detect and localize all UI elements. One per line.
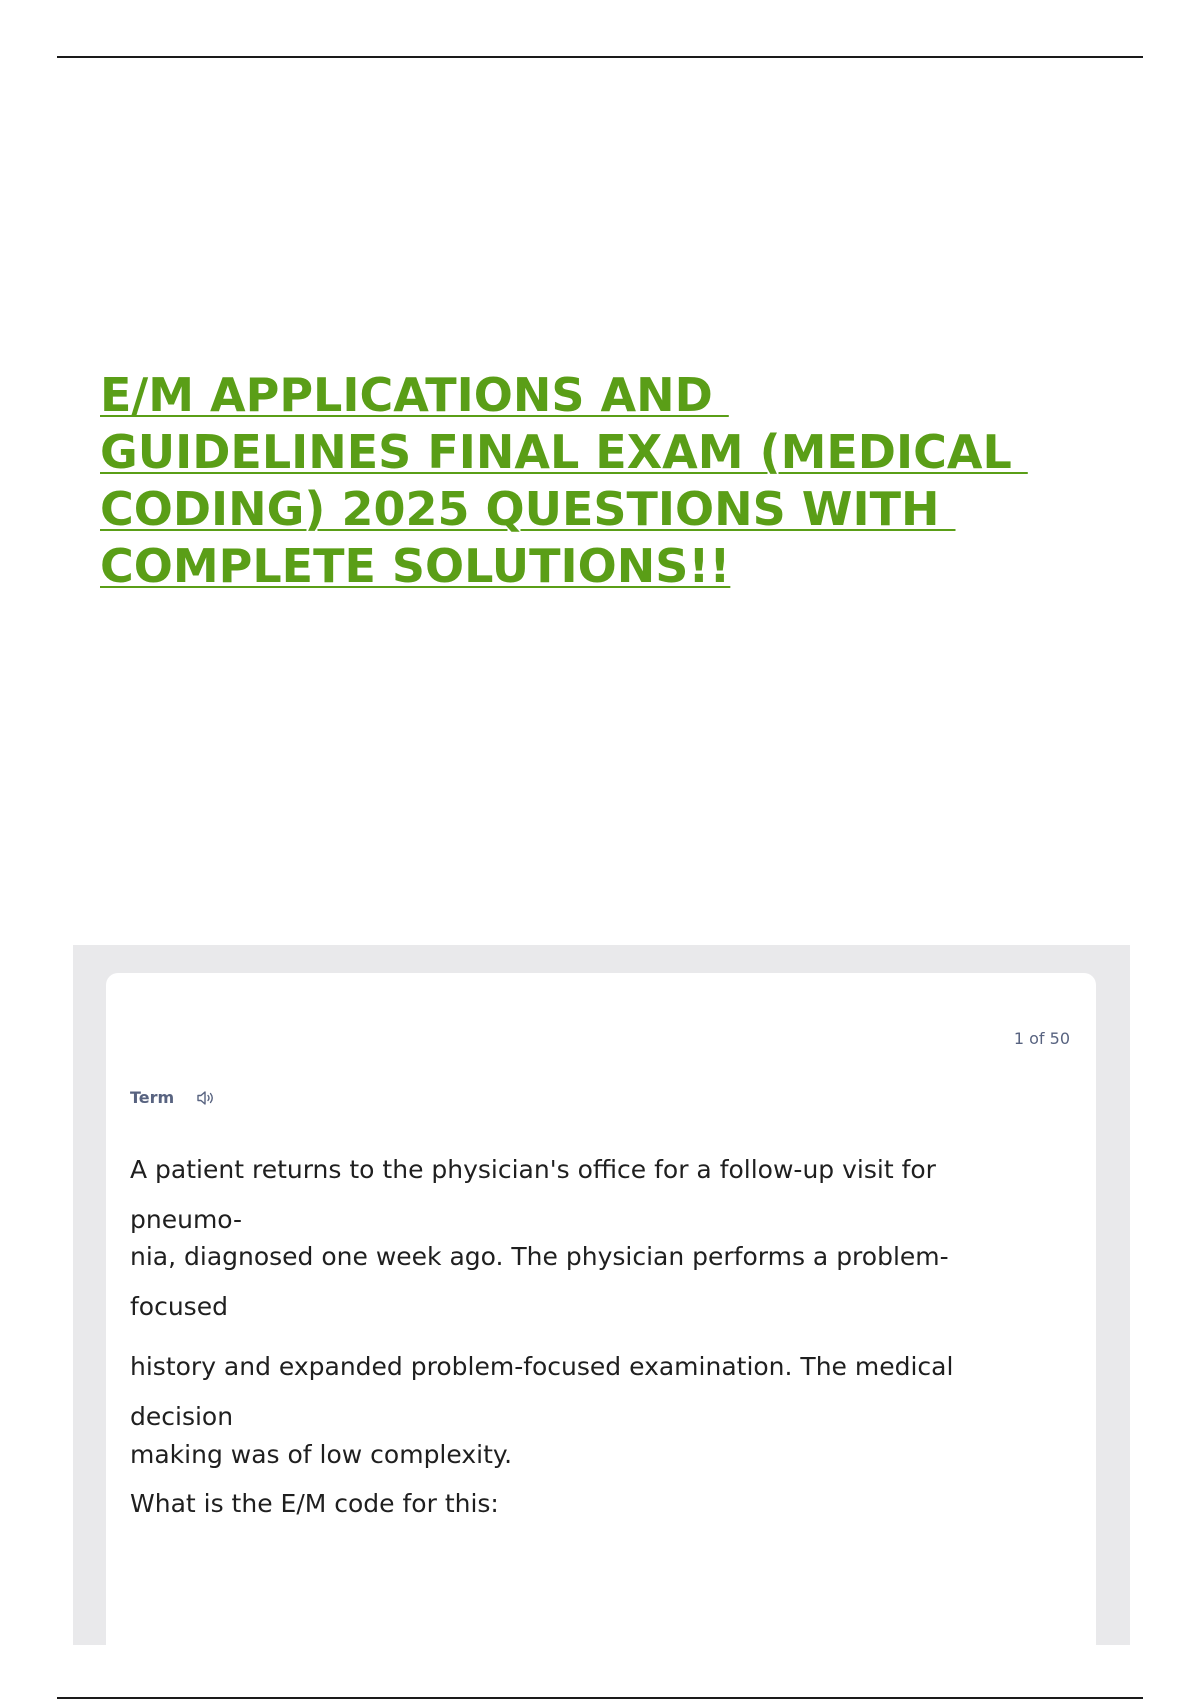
flashcard[interactable] — [106, 973, 1096, 1673]
question-line: history and expanded problem-focused examination. The medical — [130, 1352, 954, 1381]
question-line: pneumo- — [130, 1205, 243, 1234]
bottom-rule — [57, 1697, 1143, 1699]
title-line-3: CODING) 2025 QUESTIONS WITH — [100, 482, 956, 536]
flashcard-frame — [73, 945, 1130, 1645]
card-counter: 1 of 50 — [1013, 1029, 1070, 1048]
term-header — [130, 1088, 218, 1107]
top-rule — [57, 56, 1143, 58]
speaker-icon[interactable] — [196, 1090, 218, 1106]
title-line-2: GUIDELINES FINAL EXAM (MEDICAL — [100, 425, 1028, 479]
question-line: A patient returns to the physician's office for a follow-up visit for — [130, 1155, 936, 1184]
question-line: nia, diagnosed one week ago. The physician performs a problem- — [130, 1242, 949, 1271]
title-line-1: E/M APPLICATIONS AND — [100, 368, 729, 422]
title-line-4: COMPLETE SOLUTIONS!! — [100, 539, 731, 593]
document-title — [100, 367, 1120, 595]
question-line: What is the E/M code for this: — [130, 1489, 499, 1518]
term-label: Term — [130, 1088, 175, 1107]
question-line: making was of low complexity. — [130, 1440, 513, 1469]
question-line: focused — [130, 1292, 228, 1321]
question-line: decision — [130, 1402, 234, 1431]
